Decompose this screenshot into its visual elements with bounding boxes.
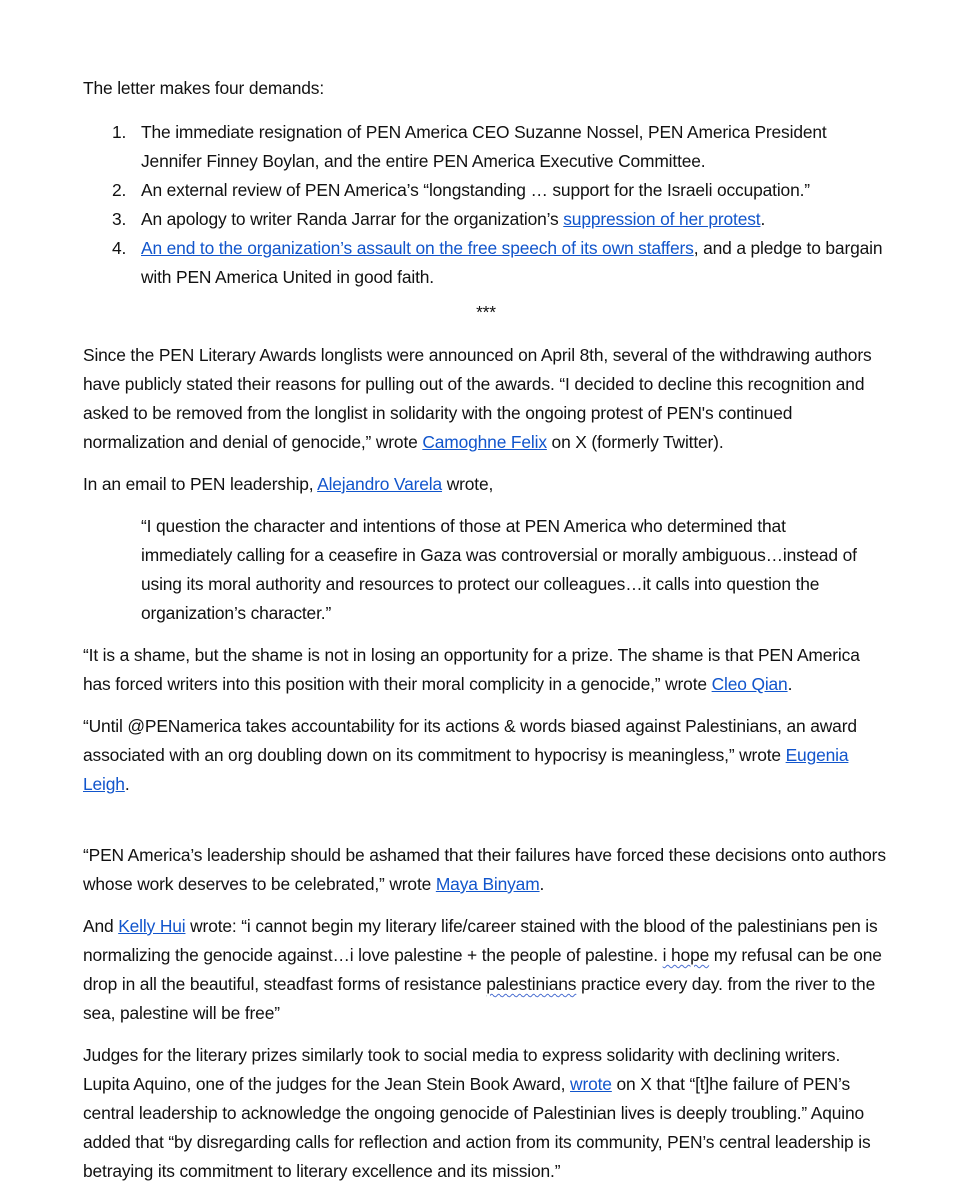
paragraph xyxy=(83,912,889,1028)
text: wrote, xyxy=(442,474,494,494)
text: “PEN America’s leadership should be ashamed that their failures have forced these decisions onto authors whose work deserves to be celebrated,” wrote xyxy=(83,845,886,894)
text: on X that “[t]he failure of PEN’s central leadership to acknowledge the ongoing genocide of Palestinian lives is deeply troubling.” Aquino added that “by disregarding calls for reflection and action from its community, PEN’s central leadership is betraying its commitment to literary excellence and its mission.” xyxy=(83,1074,871,1181)
staffers-link[interactable]: An end to the organization’s assault on the free speech of its own staffers xyxy=(141,238,694,258)
text: “It is a shame, but the shame is not in losing an opportunity for a prize. The shame is that PEN America has forced writers into this position with their moral complicity in a genocide,” wrote xyxy=(83,645,860,694)
list-item xyxy=(83,176,889,205)
text: And xyxy=(83,916,119,936)
paragraph xyxy=(83,841,889,899)
eugenia-leigh-link[interactable]: Eugenia Leigh xyxy=(83,745,849,794)
list-number: 3. xyxy=(112,209,127,229)
text: Judges for the literary prizes similarly took to social media to express solidarity with declining writers. Lupita Aquino, one of the judges for the Jean Stein Book Award, xyxy=(83,1045,841,1094)
alejandro-varela-link[interactable]: Alejandro Varela xyxy=(317,474,443,494)
list-item xyxy=(83,205,889,234)
text: my refusal can be one drop in all the beautiful, steadfast forms of resistance xyxy=(83,945,882,994)
text: on X (formerly Twitter). xyxy=(546,432,724,452)
text: “Until @PENamerica takes accountability for its actions & words biased against Palestinians, an award associated with an org doubling down on its commitment to hypocrisy is meaningless,” wrote xyxy=(83,716,857,765)
intro-paragraph: The letter makes four demands: xyxy=(83,78,325,98)
text: practice every day. from the river to the sea, palestine will be free” xyxy=(83,974,876,1023)
text: Since the PEN Literary Awards longlists were announced on April 8th, several of the withdrawing authors have publicly stated their reasons for pulling out of the awards. “I decided to decline this recognition and asked to be removed from the longlist in solidarity with the ongoing protest of PEN's continued normalization and denial of genocide,” wrote xyxy=(83,345,872,452)
text: . xyxy=(787,674,793,694)
list-number: 2. xyxy=(112,180,127,200)
text: In an email to PEN leadership, xyxy=(83,474,318,494)
list-item xyxy=(83,118,889,176)
cleo-qian-link[interactable]: Cleo Qian xyxy=(711,674,788,694)
document-body xyxy=(83,74,889,1199)
list-item xyxy=(83,234,889,292)
list-number: 4. xyxy=(112,238,127,258)
list-text: An external review of PEN America’s “longstanding … support for the Israeli occupation.” xyxy=(141,180,810,200)
camoghne-felix-link[interactable]: Camoghne Felix xyxy=(422,432,547,452)
kelly-hui-link[interactable]: Kelly Hui xyxy=(118,916,186,936)
maya-binyam-link[interactable]: Maya Binyam xyxy=(435,874,540,894)
text: wrote: “i cannot begin my literary life/career stained with the blood of the palestinians pen is normalizing the genocide against…i love palestine + the people of palestine. xyxy=(83,916,878,965)
list-text: An apology to writer Randa Jarrar for the organization’s xyxy=(141,209,564,229)
paragraph xyxy=(83,470,889,499)
text: . xyxy=(539,874,545,894)
list-text: , and a pledge to bargain with PEN America United in good faith. xyxy=(141,238,883,287)
spellcheck-flagged-text[interactable]: palestinians xyxy=(486,974,577,994)
section-separator: *** xyxy=(476,302,496,322)
blank-line xyxy=(83,812,889,841)
list-number: 1. xyxy=(112,122,127,142)
list-text: The immediate resignation of PEN America CEO Suzanne Nossel, PEN America President Jennifer Finney Boylan, and the entire PEN America Executive Committee. xyxy=(141,122,827,171)
paragraph xyxy=(83,712,889,799)
suppression-link[interactable]: suppression of her protest xyxy=(563,209,761,229)
paragraph xyxy=(83,641,889,699)
list-text: . xyxy=(760,209,766,229)
paragraph xyxy=(83,341,889,457)
spellcheck-flagged-text[interactable]: i hope xyxy=(662,945,710,965)
wrote-link[interactable]: wrote xyxy=(570,1074,612,1094)
block-quote: “I question the character and intentions of those at PEN America who determined that immediately calling for a ceasefire in Gaza was controversial or morally ambiguous…instead of using its moral authority and resources to protect our colleagues…it calls into question the organization’s character.” xyxy=(141,516,857,623)
paragraph xyxy=(83,1041,889,1186)
text: . xyxy=(124,774,130,794)
demands-list xyxy=(83,118,889,292)
